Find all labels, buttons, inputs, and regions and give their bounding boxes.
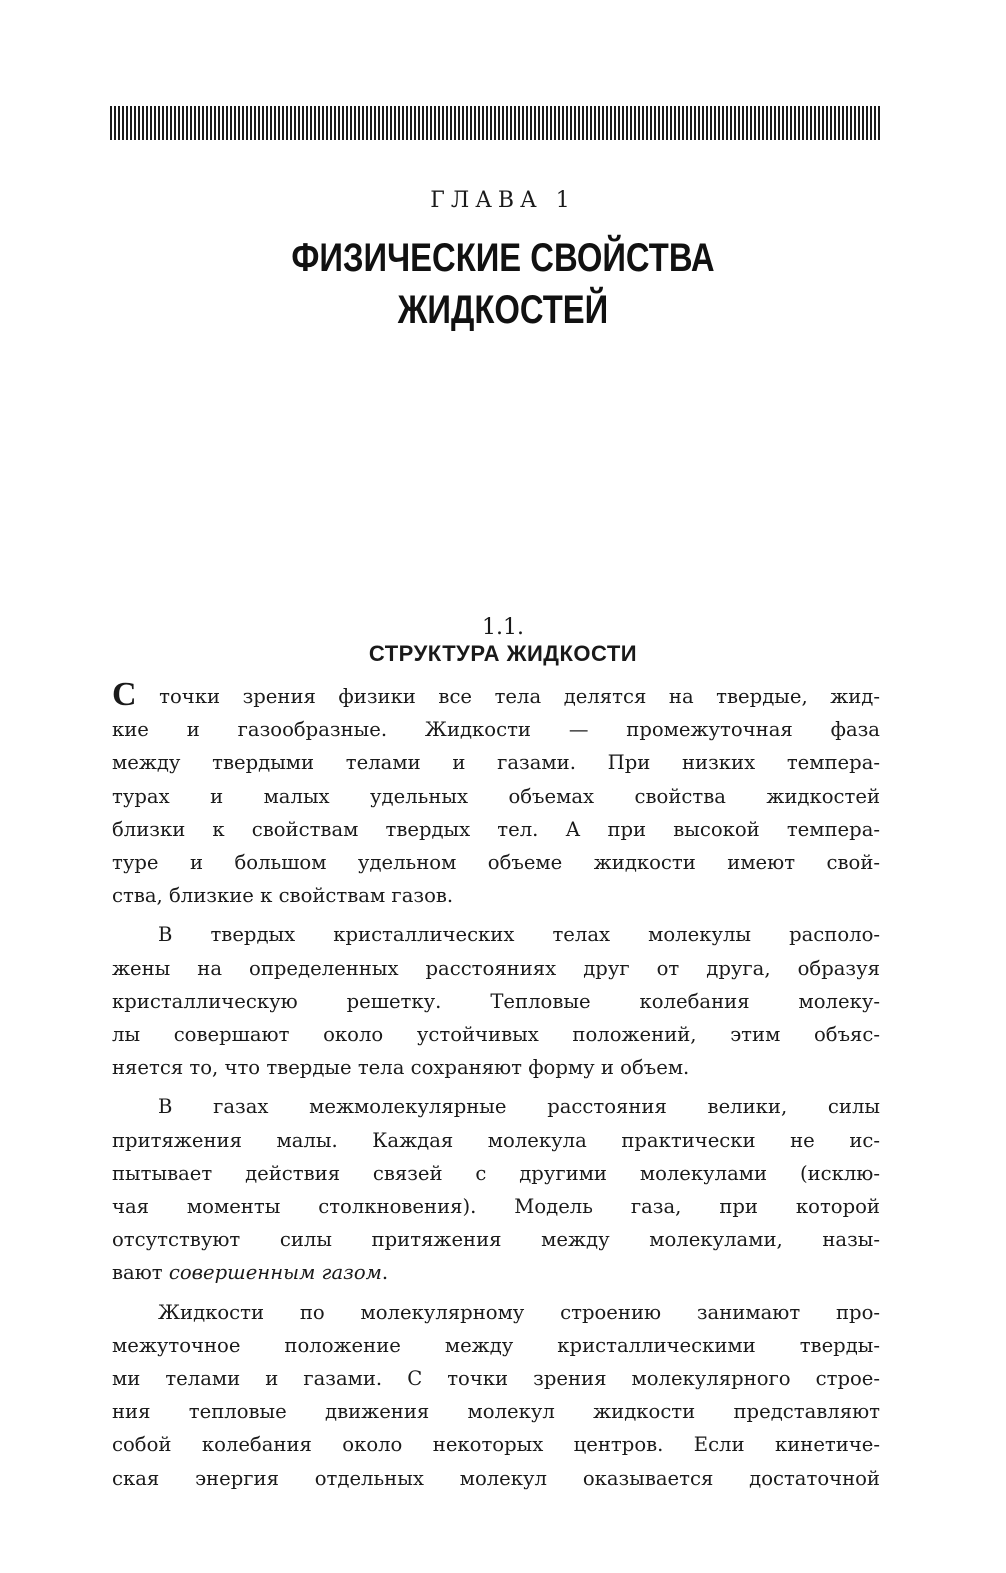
text-line: отсутствуют силы притяжения между молекулами, назы- [112, 1228, 880, 1252]
text-line: лы совершают около устойчивых положений, этим объяс- [112, 1023, 880, 1047]
text-line: В твердых кристаллических телах молекулы располо- [158, 923, 880, 947]
text-line: ская энергия отдельных молекул оказывается достаточной [112, 1466, 880, 1490]
text-line: близки к свойствам твердых тел. А при высокой темпера- [112, 817, 880, 841]
text-line: пытывает действия связей с другими молекулами (исклю- [112, 1161, 880, 1185]
paragraph-2 [112, 918, 880, 1084]
text-line: кие и газообразные. Жидкости — промежуточная фаза [112, 718, 880, 742]
italic-term: совершенным газом [168, 1261, 382, 1285]
text-line: вают совершенным газом. [112, 1261, 389, 1285]
section-number: 1.1. [482, 615, 524, 640]
chapter-label: ГЛАВА 1 [430, 188, 576, 213]
section-title: СТРУКТУРА ЖИДКОСТИ [368, 641, 638, 666]
decorative-header-rule [110, 106, 882, 140]
text-line: С точки зрения физики все тела делятся на твердые, жид- [112, 676, 880, 713]
text-line: няется то, что твердые тела сохраняют форму и объем. [112, 1056, 690, 1080]
text-line: турах и малых удельных объемах свойства жидкостей [112, 784, 880, 808]
text-line: притяжения малы. Каждая молекула практически не ис- [112, 1128, 880, 1152]
body-text [112, 676, 880, 1501]
text-line: кристаллическую решетку. Тепловые колебания молеку- [112, 989, 880, 1013]
text-line: В газах межмолекулярные расстояния велики, силы [158, 1095, 880, 1119]
text-line: между твердыми телами и газами. При низких темпера- [112, 751, 880, 775]
paragraph-4 [112, 1296, 880, 1495]
text-line: жены на определенных расстояниях друг от друга, образуя [112, 956, 880, 980]
text-line: ства, близкие к свойствам газов. [112, 884, 454, 908]
text-line: чая моменты столкновения). Модель газа, при которой [112, 1195, 880, 1219]
paragraph-1 [112, 676, 880, 912]
chapter-title-line-2: ЖИДКОСТЕЙ [397, 288, 609, 332]
text-line: ния тепловые движения молекул жидкости представляют [112, 1400, 880, 1424]
drop-cap: С [112, 676, 137, 713]
paragraph-3 [112, 1090, 880, 1289]
chapter-title-line-1: ФИЗИЧЕСКИЕ СВОЙСТВА [291, 236, 715, 280]
text-line: Жидкости по молекулярному строению занимают про- [158, 1300, 880, 1324]
text-line: ми телами и газами. С точки зрения молекулярного строе- [112, 1367, 880, 1391]
chapter-title [91, 232, 916, 336]
text-line: туре и большом удельном объеме жидкости имеют свой- [112, 851, 880, 875]
text-line: межуточное положение между кристаллическими тверды- [112, 1333, 880, 1357]
text-line: собой колебания около некоторых центров. Если кинетиче- [112, 1433, 880, 1457]
